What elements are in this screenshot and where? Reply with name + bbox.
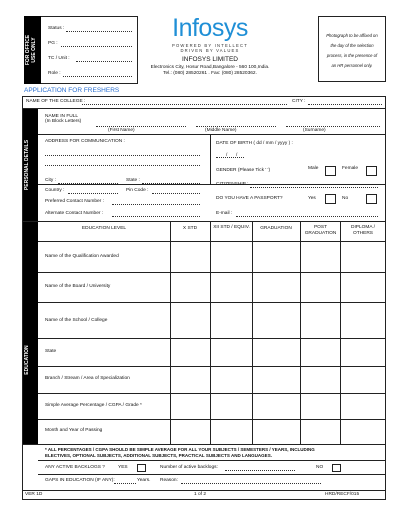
first-name-caption: (First Name): [108, 128, 135, 133]
alternate-contact-field[interactable]: [112, 216, 200, 217]
surname-caption: (Surname): [303, 128, 326, 133]
college-field[interactable]: [82, 104, 287, 105]
dob-field[interactable]: [216, 157, 244, 158]
name-row-divider: [38, 134, 386, 135]
photo-line-4: an HR personnel only.: [331, 63, 373, 68]
alternate-contact-label: Alternate Contact Number :: [45, 211, 104, 216]
infosys-logo: [170, 14, 250, 44]
state-label: State :: [126, 178, 140, 183]
country-label: Country :: [45, 188, 65, 193]
pin-label: Pin Code :: [126, 188, 149, 193]
email-field[interactable]: [236, 216, 378, 217]
edu-row-divider-1: [38, 272, 386, 273]
dob-slash-2: /: [236, 153, 238, 158]
college-row-divider: [22, 108, 386, 109]
footer-version: VER 1D: [25, 492, 43, 497]
middle-name-caption: (Middle Name): [205, 128, 237, 133]
photo-line-3: process, in the presence of: [326, 53, 378, 58]
photo-line-1: Photograph to be affixed on: [326, 33, 378, 38]
edu-row-passing: Month and Year of Passing: [45, 428, 103, 433]
personal-bottom-divider: [22, 221, 386, 222]
female-checkbox[interactable]: [366, 166, 377, 176]
edu-note-1: * ALL PERCENTAGES / CGPA SHOULD BE SIMPLE AVERAGE FOR ALL YOUR SUBJECTS / SEMESTERS / YEARS, INCLUDING: [45, 447, 315, 452]
edu-header-diploma: DIPLOMA / OTHERS: [351, 225, 375, 236]
tc-unit-label: TC / Unit :: [48, 56, 70, 61]
backlogs-label: ANY ACTIVE BACKLOGS ?: [45, 465, 105, 470]
edu-row-board: Name of the Board / University: [45, 284, 111, 289]
logo-text: Infosys: [172, 14, 248, 42]
personal-side-label: PERSONAL DETAILS: [24, 139, 30, 191]
backlogs-yes-checkbox[interactable]: [137, 464, 146, 472]
personal-row-divider: [38, 184, 386, 185]
num-backlogs-field[interactable]: [225, 470, 295, 471]
company-contact: Tel.: (080) 28520261 . Fax: (080) 28520362.: [163, 71, 257, 76]
edu-row-divider-4: [38, 366, 386, 367]
pg-label: PG :: [48, 41, 58, 46]
form-frame: [22, 96, 386, 500]
country-field[interactable]: [68, 193, 118, 194]
company-name: INFOSYS LIMITED: [182, 56, 238, 63]
college-label: NAME OF THE COLLEGE :: [26, 99, 86, 104]
reason-field[interactable]: [181, 483, 321, 484]
note-divider: [38, 460, 386, 461]
edu-row-branch: Branch / Stream / Area of Specialization: [45, 376, 130, 381]
passport-no-label: No: [342, 196, 349, 201]
edu-header-postgrad: POST GRADUATION: [304, 225, 337, 236]
footer-code: HRD/RECF/015: [325, 492, 360, 497]
office-use-box: [24, 16, 138, 84]
male-checkbox[interactable]: [325, 166, 336, 176]
edu-row-state: State: [45, 349, 57, 354]
address-line-2[interactable]: [45, 165, 200, 166]
office-use-label: FOR OFFICE USE ONLY: [25, 34, 37, 66]
middle-name-field[interactable]: [196, 126, 276, 127]
personal-mid-divider: [210, 134, 211, 184]
female-label: Female: [342, 166, 358, 171]
city-field[interactable]: [308, 104, 382, 105]
preferred-contact-field[interactable]: [112, 204, 200, 205]
passport-label: DO YOU HAVE A PASSPORT?: [216, 196, 283, 201]
address-line-1[interactable]: [45, 155, 200, 156]
edu-col-4: [300, 221, 301, 444]
edu-header-xii: XII STD / EQUIV.: [213, 225, 250, 230]
gaps-label: GAPS IN EDUCATION (IF ANY):: [45, 478, 115, 483]
dob-label: DATE OF BIRTH ( dd / mm / yyyy ) :: [216, 141, 293, 146]
surname-field[interactable]: [286, 126, 380, 127]
edu-row-qualification: Name of the Qualification Awarded: [45, 254, 119, 259]
form-title: APPLICATION FOR FRESHERS: [24, 87, 120, 94]
dob-slash-1: /: [226, 153, 228, 158]
backlogs-no-checkbox[interactable]: [332, 464, 341, 472]
tc-unit-field[interactable]: [76, 61, 132, 62]
citizenship-label: CITIZENSHIP :: [216, 182, 249, 187]
edu-row-divider-6: [38, 419, 386, 420]
education-side-label: EDUCATION: [24, 345, 30, 375]
passport-yes-label: Yes: [308, 196, 316, 201]
edu-col-5: [340, 221, 341, 444]
footer-divider: [22, 490, 386, 491]
address-label: ADDRESS FOR COMMUNICATION :: [45, 139, 125, 144]
passport-yes-checkbox[interactable]: [325, 194, 336, 204]
edu-table-bottom: [22, 444, 386, 445]
gaps-years-field[interactable]: [114, 483, 136, 484]
backlogs-yes-label: YES: [118, 465, 128, 470]
photo-line-2: the day of the selection: [330, 43, 374, 48]
pg-field[interactable]: [61, 46, 132, 47]
num-backlogs-label: Number of active backlogs:: [160, 465, 218, 470]
edu-header-x: X STD: [182, 226, 198, 231]
tagline-1: POWERED BY INTELLECT: [171, 43, 249, 48]
edu-col-2: [210, 221, 211, 444]
edu-row-divider-5: [38, 393, 386, 394]
company-address: Electronics City, Hosur Road,Bangalore - 560 100,India.: [150, 65, 270, 70]
block-letters-label: (In Block Letters): [45, 119, 82, 124]
city-address-label: City :: [45, 178, 56, 183]
status-label: Status :: [48, 26, 65, 31]
edu-note-2: ELECTIVES, OPTIONAL SUBJECTS, ADDITIONAL SUBJECTS, PRACTICAL SUBJECTS AND LANGUAGES.: [45, 453, 272, 458]
edu-row-divider-2: [38, 302, 386, 303]
reason-label: Reason:: [160, 478, 178, 483]
footer-page: 1 of 2: [193, 492, 206, 497]
backlogs-divider: [38, 474, 386, 475]
role-label: Role :: [48, 71, 61, 76]
tagline-2: DRIVEN BY VALUES: [180, 48, 240, 53]
city-label: CITY :: [292, 99, 306, 104]
pin-field[interactable]: [152, 193, 200, 194]
years-label: Years.: [137, 478, 151, 483]
status-field[interactable]: [66, 31, 132, 32]
preferred-contact-label: Preferred Contact Number :: [45, 199, 104, 204]
male-label: Male: [308, 166, 319, 171]
gender-label: GENDER (Please Tick ' '): [216, 168, 271, 173]
edu-row-school: Name of the School / College: [45, 318, 108, 323]
edu-header-level: EDUCATION LEVEL: [81, 226, 127, 231]
edu-header-graduation: GRADUATION: [260, 226, 292, 231]
backlogs-no-label: NO: [316, 465, 324, 470]
edu-col-1: [170, 221, 171, 444]
edu-header-divider: [38, 241, 386, 242]
passport-no-checkbox[interactable]: [366, 194, 377, 204]
first-name-field[interactable]: [96, 126, 186, 127]
edu-row-divider-3: [38, 338, 386, 339]
citizenship-field[interactable]: [250, 187, 378, 188]
edu-col-3: [252, 221, 253, 444]
email-label: E-mail :: [216, 211, 233, 216]
role-field[interactable]: [63, 76, 132, 77]
photo-box: [318, 16, 386, 82]
name-full-label: NAME IN FULL: [45, 114, 79, 119]
edu-row-percentage: Simple Average Percentage / CGPA / Grade *: [45, 403, 142, 408]
